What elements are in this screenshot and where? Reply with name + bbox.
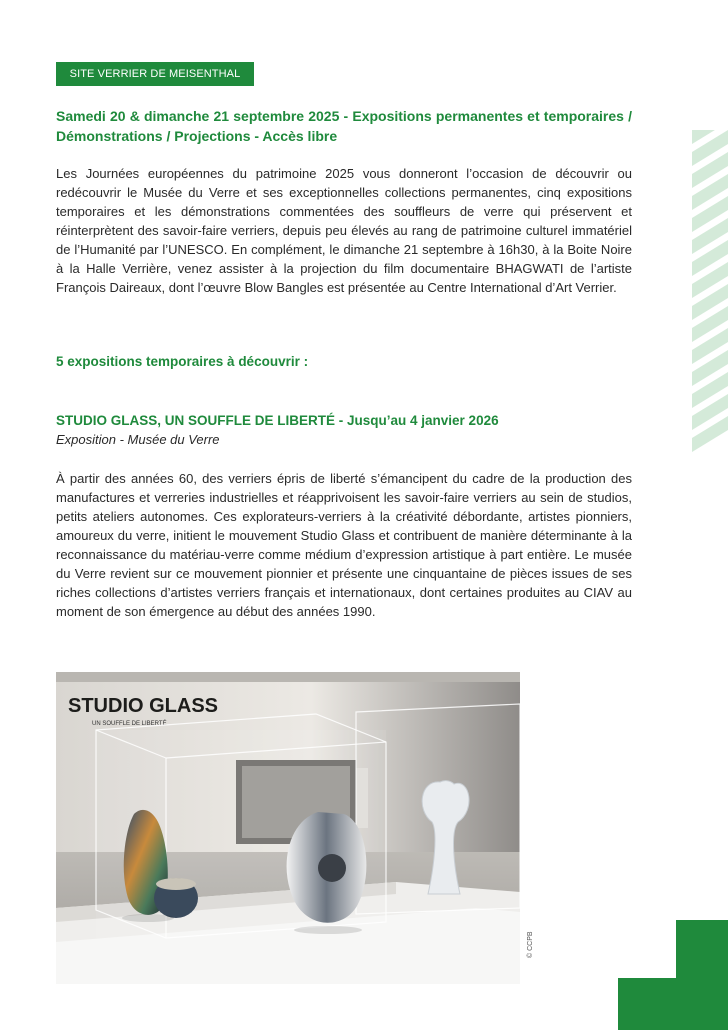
exhibition-subtitle: Exposition - Musée du Verre: [56, 432, 220, 447]
section-title: 5 expositions temporaires à découvrir :: [56, 354, 309, 369]
exhibition-description: À partir des années 60, des verriers épris de liberté s’émancipent du cadre de la production des manufactures et verreries industrielles et réapprivoisent les savoir-faire verriers au sein de studios, petits ateliers autonomes. Ces explorateurs-verriers à la créativité débordante, artistes pionniers, amoureux du verre, initient le mouvement Studio Glass et contribuent de manière déterminante à la reconnaissance du matériau-verre comme médium d’expression artistique à part entière. Le musée du Verre revient sur ce mouvement pionnier et présente une cinquantaine de pièces issues de ses riches collections d’artistes verriers français et internationaux, dont certaines produites au CIAV au moment de son émergence au début des années 1990.: [56, 471, 632, 619]
exhibition-photo: [56, 672, 520, 984]
exhibition-name: STUDIO GLASS, UN SOUFFLE DE LIBERTÉ: [56, 413, 336, 428]
intro-paragraph: Les Journées européennes du patrimoine 2025 vous donneront l’occasion de découvrir ou redécouvrir le Musée du Verre et ses exceptionnelles collections permanentes, cinq expositions temporaires et les démonstrations commentées des souffleurs de verre qui préservent et réinterprètent des savoir-faire verriers, depuis peu élevés au rang de patrimoine culturel immatériel de l’Humanité par l’UNESCO. En complément, le dimanche 21 septembre à 16h30, à la Boite Noire à la Halle Verrière, venez assister à la projection du film documentaire BHAGWATI de l’artiste François Daireaux, dont l’œuvre Blow Bangles est présentée au Centre International d’Art Verrier.: [56, 166, 632, 295]
photo-wall-subtitle: UN SOUFFLE DE LIBERTÉ: [92, 721, 167, 727]
exhibition-title: [56, 413, 499, 428]
site-tag: SITE VERRIER DE MEISENTHAL: [56, 62, 254, 86]
exhibition-date: - Jusqu’au 4 janvier 2026: [335, 413, 499, 428]
photo-credit: © CCPB: [527, 931, 534, 958]
decorative-corner-block: [618, 920, 728, 1030]
photo-wall-title: STUDIO GLASS: [68, 695, 219, 717]
event-headline: Samedi 20 & dimanche 21 septembre 2025 - Expositions permanentes et temporaires / Démonstrations / Projections - Accès libre: [56, 108, 632, 144]
decorative-stripes: [682, 130, 728, 460]
